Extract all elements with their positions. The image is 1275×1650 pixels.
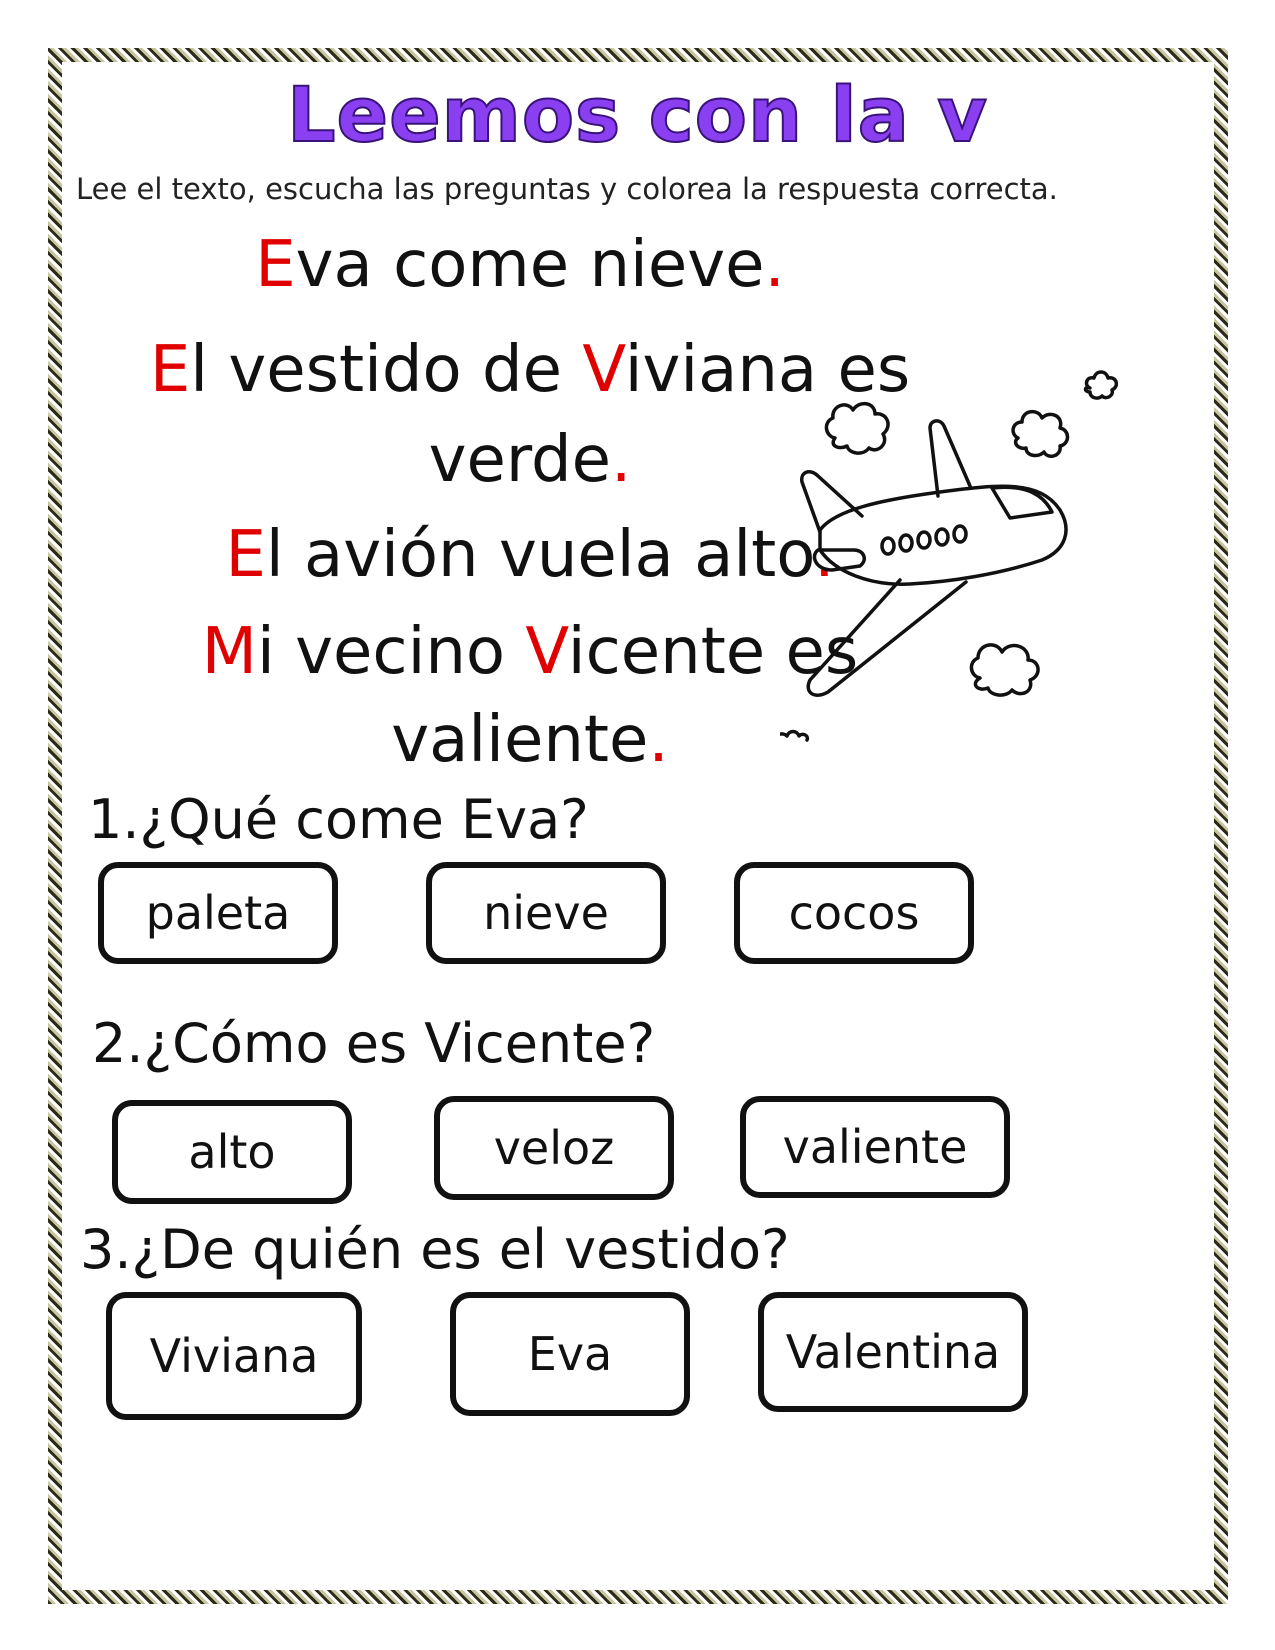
sentence-period: . — [764, 228, 785, 302]
answer-option-alto[interactable]: alto — [112, 1100, 352, 1204]
sentence-initial-letter: E — [255, 228, 296, 302]
sentence-highlight-letter: V — [582, 333, 625, 407]
instructions: Lee el texto, escucha las preguntas y colorea la respuesta correcta. — [76, 172, 1058, 206]
sentence-text: l vestido de — [190, 333, 583, 407]
page-title: Leemos con la v — [287, 70, 988, 159]
sentence-period: . — [611, 423, 632, 497]
answer-option-valiente[interactable]: valiente — [740, 1096, 1010, 1198]
answer-option-cocos[interactable]: cocos — [734, 862, 974, 964]
sentence-1 — [0, 228, 1040, 302]
answer-option-eva[interactable]: Eva — [450, 1292, 690, 1416]
sentence-highlight-letter: V — [525, 615, 568, 689]
sentence-period: . — [814, 518, 835, 592]
question-3: 3.¿De quién es el vestido? — [80, 1218, 790, 1281]
answer-option-veloz[interactable]: veloz — [434, 1096, 674, 1200]
sentence-text: iviana es — [624, 333, 911, 407]
sentence-period: . — [648, 703, 669, 777]
answer-option-valentina[interactable]: Valentina — [758, 1292, 1028, 1412]
sentence-text: l avión vuela alto — [265, 518, 815, 592]
question-1: 1.¿Qué come Eva? — [88, 788, 589, 851]
sentence-text: valiente — [391, 703, 649, 777]
answer-option-nieve[interactable]: nieve — [426, 862, 666, 964]
answer-option-viviana[interactable]: Viviana — [106, 1292, 362, 1420]
answer-option-paleta[interactable]: paleta — [98, 862, 338, 964]
sentence-text: va come nieve — [295, 228, 765, 302]
sentence-text: i vecino — [257, 615, 526, 689]
question-2: 2.¿Cómo es Vicente? — [92, 1012, 656, 1075]
sentence-initial-letter: E — [225, 518, 266, 592]
airplane-with-clouds-icon — [780, 360, 1200, 760]
sentence-initial-letter: E — [149, 333, 191, 407]
sentence-text: icente es — [567, 615, 859, 689]
sentence-initial-letter: M — [201, 615, 257, 689]
sentence-text: verde — [428, 423, 612, 497]
